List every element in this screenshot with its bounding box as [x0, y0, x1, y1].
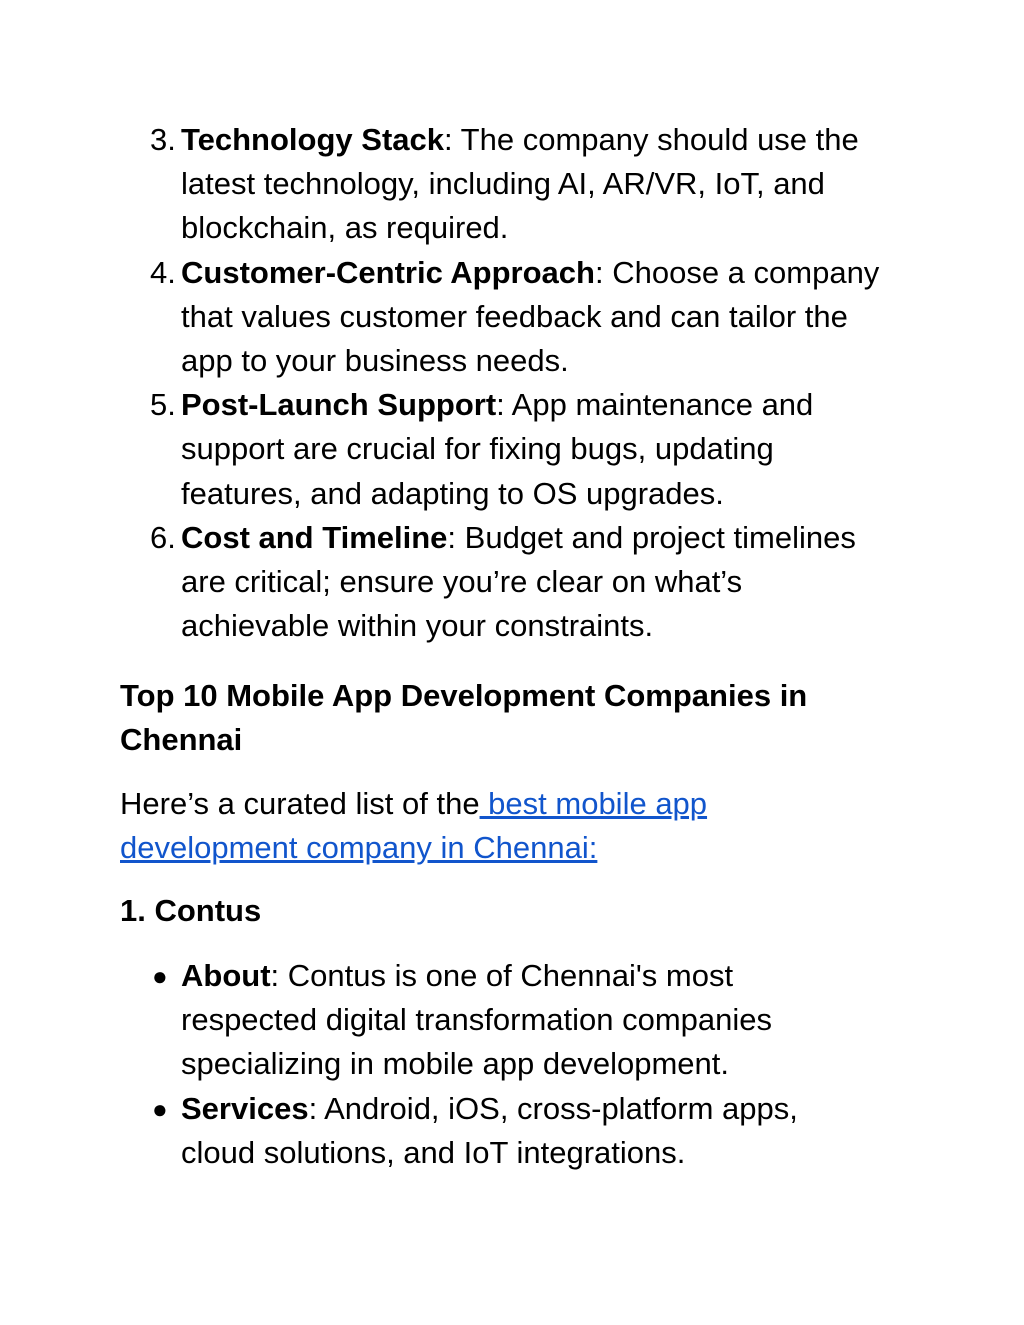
list-item-text: Budget and project timelines are critical; ensure you’re clear on what’s achievable within your constraints.	[181, 519, 856, 644]
company-heading: 1. Contus	[120, 893, 262, 928]
bullet-separator: :	[308, 1090, 325, 1126]
list-item-separator: :	[594, 254, 613, 290]
bullet-item-services	[0, 1087, 871, 1175]
bullet-icon: ●	[152, 961, 168, 991]
list-item-title: Technology Stack	[181, 122, 444, 157]
list-number: 4.	[150, 254, 176, 290]
bullet-title: About	[181, 958, 271, 993]
bullet-separator: :	[270, 958, 288, 993]
criteria-numbered-list	[0, 118, 1024, 648]
list-item-title: Customer-Centric Approach	[181, 254, 595, 290]
intro-text: Here’s a curated list of the	[120, 786, 480, 821]
bullet-title: Services	[181, 1090, 309, 1126]
list-item-text: The company should use the latest technology, including AI, AR/VR, IoT, and blockchain, as required.	[181, 122, 859, 246]
list-item-title: Cost and Timeline	[181, 519, 448, 555]
intro-paragraph	[120, 782, 880, 870]
bullet-text: Contus is one of Chennai's most respected digital transformation companies specializing in mobile app development.	[181, 958, 773, 1082]
bullet-item-about	[0, 954, 871, 1087]
list-item-cost-timeline	[0, 516, 881, 649]
list-item-text: Choose a company that values customer feedback and can tailor the app to your business needs.	[181, 254, 880, 379]
list-item-separator: :	[447, 519, 465, 555]
bullet-text: Android, iOS, cross-platform apps, cloud solutions, and IoT integrations.	[181, 1090, 798, 1170]
list-item-customer-centric	[0, 251, 881, 384]
best-company-link[interactable]: best mobile app development company in Chennai:	[120, 786, 708, 866]
bullet-icon: ●	[152, 1093, 168, 1124]
company-details-list	[0, 954, 1024, 1175]
list-number: 5.	[150, 387, 176, 423]
list-item-text: App maintenance and support are crucial for fixing bugs, updating features, and adapting to OS upgrades.	[181, 387, 814, 511]
list-number: 6.	[150, 519, 176, 555]
list-item-post-launch-support	[0, 383, 881, 516]
list-item-technology-stack	[0, 118, 881, 251]
list-item-separator: :	[496, 387, 512, 423]
list-item-separator: :	[444, 122, 461, 157]
list-item-title: Post-Launch Support	[181, 387, 497, 423]
list-number: 3.	[150, 122, 176, 157]
section-heading: Top 10 Mobile App Development Companies in Chennai	[120, 678, 808, 758]
